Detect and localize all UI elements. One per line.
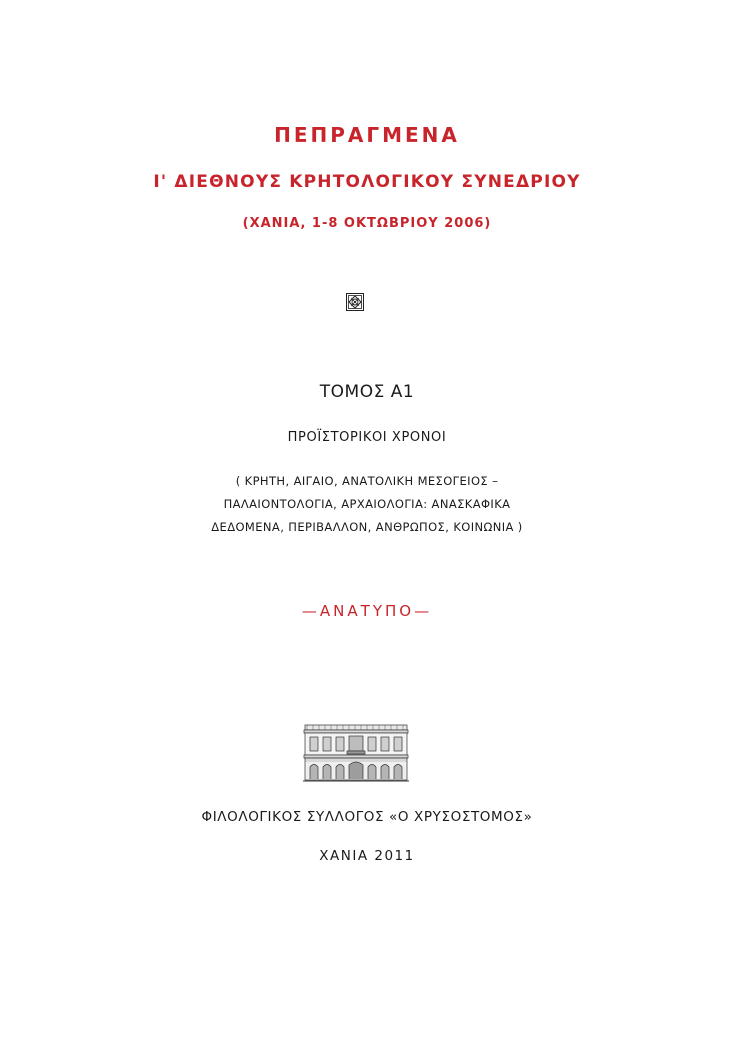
publisher-name: ΦΙΛΟΛΟΓΙΚΟΣ ΣΥΛΛΟΓΟΣ «Ο ΧΡΥΣΟΣΤΟΜΟΣ» <box>201 809 533 825</box>
decorative-knot-icon <box>346 293 364 311</box>
building-engraving <box>303 723 409 783</box>
reprint-label: —ΑΝΑΤΥΠΟ— <box>301 602 433 620</box>
volume-topics-line-2: ΠΑΛΑΙΟΝΤΟΛΟΓΙΑ, ΑΡΧΑΙΟΛΟΓΙΑ: ΑΝΑΣΚΑΦΙΚΑ <box>223 497 511 511</box>
proceedings-title: ΠΕΠΡΑΓΜΕΝΑ <box>274 123 460 147</box>
volume-label: ΤΟΜΟΣ Α1 <box>319 382 415 402</box>
volume-topics-line-1: ( ΚΡΗΤΗ, ΑΙΓΑΙΟ, ΑΝΑΤΟΛΙΚΗ ΜΕΣΟΓΕΙΟΣ – <box>235 474 499 488</box>
volume-section: ΠΡΟΪΣΤΟΡΙΚΟΙ ΧΡΟΝΟΙ <box>287 430 447 445</box>
volume-topics-line-3: ΔΕΔΟΜΕΝΑ, ΠΕΡΙΒΑΛΛΟΝ, ΑΝΘΡΩΠΟΣ, ΚΟΙΝΩΝΙΑ ) <box>211 520 523 534</box>
congress-dates: (ΧΑΝΙΑ, 1-8 ΟΚΤΩΒΡΙΟΥ 2006) <box>242 216 492 231</box>
congress-title: Ι' ΔΙΕΘΝΟΥΣ ΚΡΗΤΟΛΟΓΙΚΟΥ ΣΥΝΕΔΡΙΟΥ <box>153 172 581 192</box>
publication-place-year: ΧΑΝΙΑ 2011 <box>319 848 415 864</box>
